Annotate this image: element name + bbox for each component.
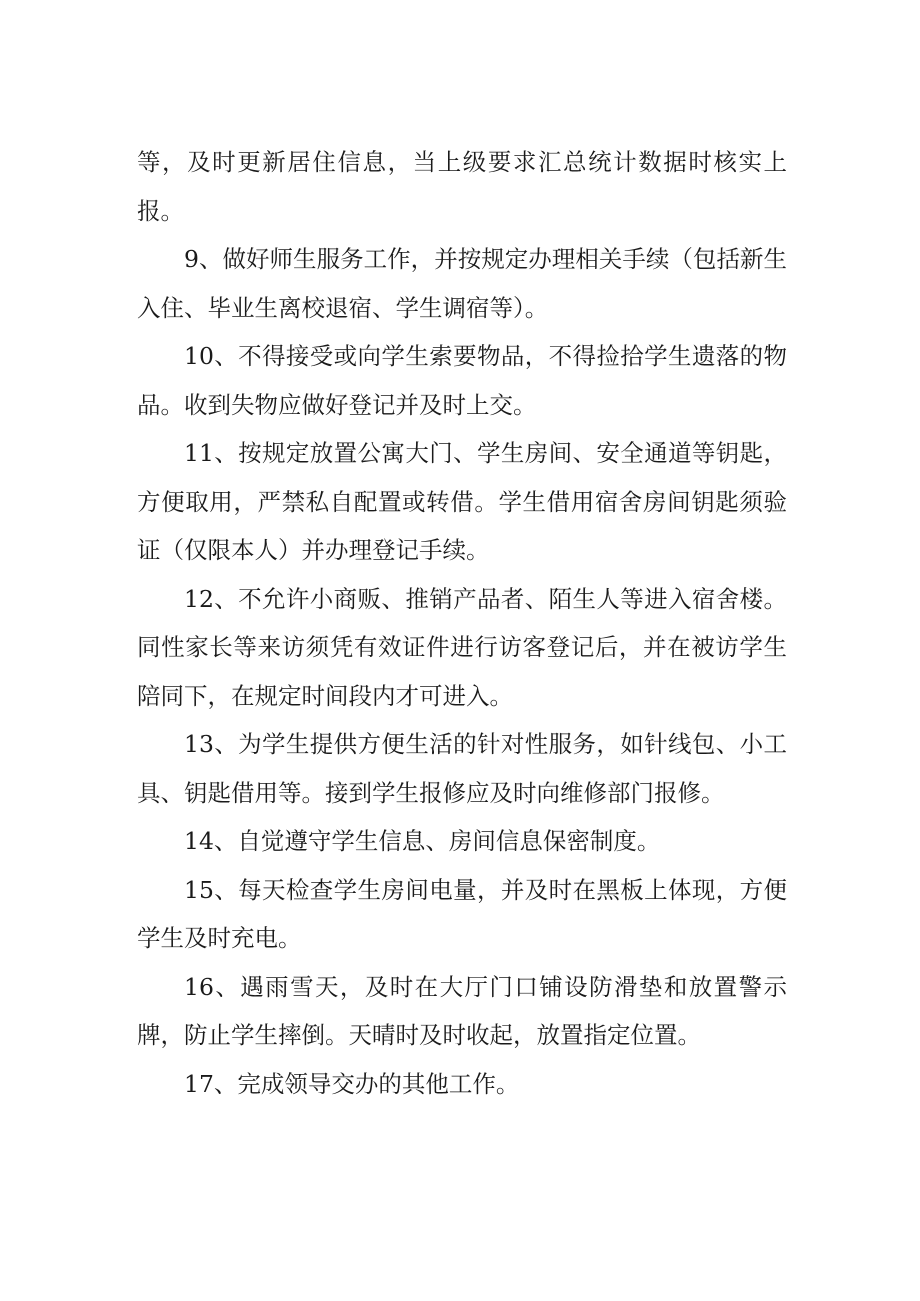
paragraph-item-12: 12、不允许小商贩、推销产品者、陌生人等进入宿舍楼。同性家长等来访须凭有效证件进行访客登记后，并在被访学生陪同下，在规定时间段内才可进入。 — [137, 584, 787, 710]
paragraph-item-17: 17、完成领导交办的其他工作。 — [184, 1069, 520, 1098]
paragraph-item-10: 10、不得接受或向学生索要物品，不得捡拾学生遗落的物品。收到失物应做好登记并及时上交。 — [137, 342, 787, 419]
paragraph-item-15: 15、每天检查学生房间电量，并及时在黑板上体现，方便学生及时充电。 — [137, 875, 787, 952]
paragraph-item-13: 13、为学生提供方便生活的针对性服务，如针线包、小工具、钥匙借用等。接到学生报修应及时向维修部门报修。 — [137, 730, 787, 807]
paragraph-item-9: 9、做好师生服务工作，并按规定办理相关手续（包括新生入住、毕业生离校退宿、学生调宿等）。 — [137, 245, 787, 322]
paragraph-continuation: 等，及时更新居住信息，当上级要求汇总统计数据时核实上报。 — [137, 148, 787, 225]
document-body — [137, 138, 787, 1108]
paragraph-item-11: 11、按规定放置公寓大门、学生房间、安全通道等钥匙，方便取用，严禁私自配置或转借。学生借用宿舍房间钥匙须验证（仅限本人）并办理登记手续。 — [137, 439, 787, 564]
paragraph-item-16: 16、遇雨雪天，及时在大厅门口铺设防滑垫和放置警示牌，防止学生摔倒。天晴时及时收起，放置指定位置。 — [137, 972, 787, 1049]
paragraph-item-14: 14、自觉遵守学生信息、房间信息保密制度。 — [184, 827, 661, 855]
